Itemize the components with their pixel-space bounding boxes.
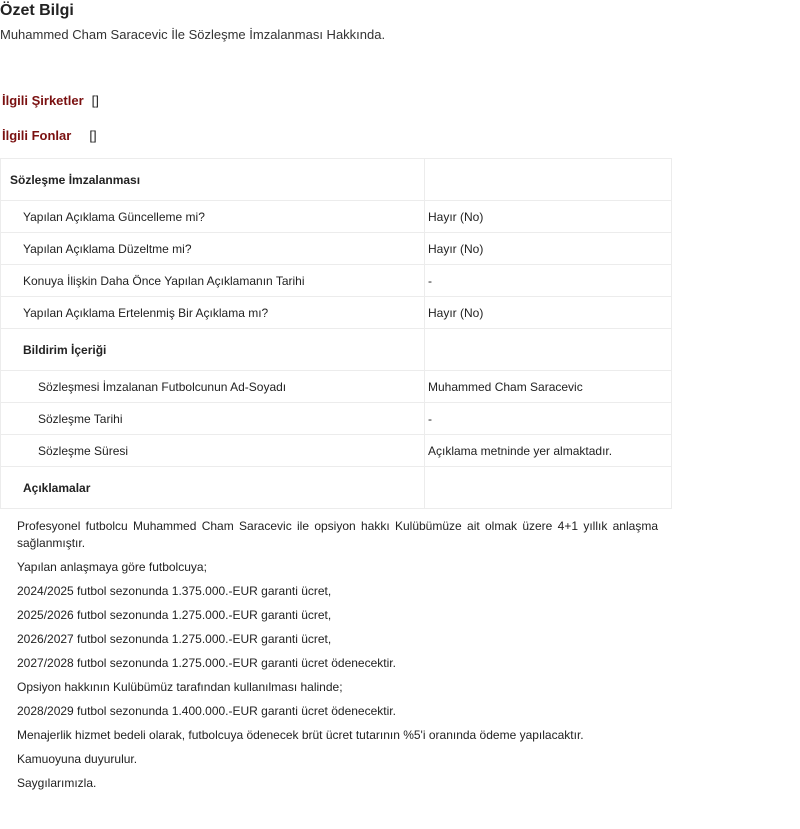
summary-text: Muhammed Cham Saracevic İle Sözleşme İmzalanması Hakkında. — [0, 27, 386, 42]
disclosure-table — [0, 158, 672, 509]
description-paragraph: 2024/2025 futbol sezonunda 1.375.000.-EUR garanti ücret, — [17, 584, 332, 598]
row-label: Sözleşme Süresi — [1, 435, 425, 467]
explanations-empty-cell — [425, 467, 672, 509]
row-value: Muhammed Cham Saracevic — [425, 371, 672, 403]
description-paragraph: 2026/2027 futbol sezonunda 1.275.000.-EUR garanti ücret, — [17, 632, 332, 646]
row-value: Açıklama metninde yer almaktadır. — [425, 435, 672, 467]
related-funds-label[interactable]: İlgili Fonlar — [2, 128, 72, 143]
section-header-row — [1, 159, 672, 201]
description-paragraph: 2027/2028 futbol sezonunda 1.275.000.-EUR garanti ücret ödenecektir. — [17, 656, 396, 670]
description-paragraph: Kamuoyuna duyurulur. — [17, 752, 138, 766]
description-paragraph: Saygılarımızla. — [17, 776, 97, 790]
table-row — [1, 371, 672, 403]
row-label: Yapılan Açıklama Güncelleme mi? — [1, 201, 425, 233]
description-paragraph: Opsiyon hakkının Kulübümüz tarafından kullanılması halinde; — [17, 680, 343, 694]
row-label: Sözleşme Tarihi — [1, 403, 425, 435]
table-row — [1, 435, 672, 467]
section-title: Sözleşme İmzalanması — [1, 159, 425, 201]
related-funds-value: [] — [89, 128, 97, 143]
row-value: - — [425, 403, 672, 435]
row-value: Hayır (No) — [425, 297, 672, 329]
related-funds[interactable] — [2, 128, 97, 143]
notice-empty-cell — [425, 329, 672, 371]
related-companies-value: [] — [91, 93, 99, 108]
row-label: Yapılan Açıklama Ertelenmiş Bir Açıklama mı? — [1, 297, 425, 329]
table-row — [1, 201, 672, 233]
explanation-text — [17, 518, 658, 799]
notice-title: Bildirim İçeriği — [1, 329, 425, 371]
related-companies[interactable] — [2, 93, 99, 108]
row-label: Sözleşmesi İmzalanan Futbolcunun Ad-Soyadı — [1, 371, 425, 403]
description-paragraph: 2028/2029 futbol sezonunda 1.400.000.-EUR garanti ücret ödenecektir. — [17, 704, 396, 718]
description-paragraph: Menajerlik hizmet bedeli olarak, futbolcuya ödenecek brüt ücret tutarının %5'i oranında ödeme yapılacaktır. — [17, 728, 584, 742]
table-row — [1, 233, 672, 265]
notice-header-row — [1, 329, 672, 371]
row-label: Konuya İlişkin Daha Önce Yapılan Açıklamanın Tarihi — [1, 265, 425, 297]
row-value: - — [425, 265, 672, 297]
summary-heading: Özet Bilgi — [0, 2, 74, 19]
description-paragraph: Yapılan anlaşmaya göre futbolcuya; — [17, 560, 207, 574]
description-paragraph: 2025/2026 futbol sezonunda 1.275.000.-EUR garanti ücret, — [17, 608, 332, 622]
row-value: Hayır (No) — [425, 233, 672, 265]
table-row — [1, 403, 672, 435]
table-row — [1, 297, 672, 329]
explanations-title: Açıklamalar — [1, 467, 425, 509]
related-companies-label[interactable]: İlgili Şirketler — [2, 93, 84, 108]
row-value: Hayır (No) — [425, 201, 672, 233]
explanations-header-row — [1, 467, 672, 509]
row-label: Yapılan Açıklama Düzeltme mi? — [1, 233, 425, 265]
table-row — [1, 265, 672, 297]
description-paragraph: Profesyonel futbolcu Muhammed Cham Saracevic ile opsiyon hakkı Kulübümüze ait olmak üzere 4+1 yıllık anlaşma sağlanmıştır. — [17, 519, 658, 550]
section-empty-cell — [425, 159, 672, 201]
